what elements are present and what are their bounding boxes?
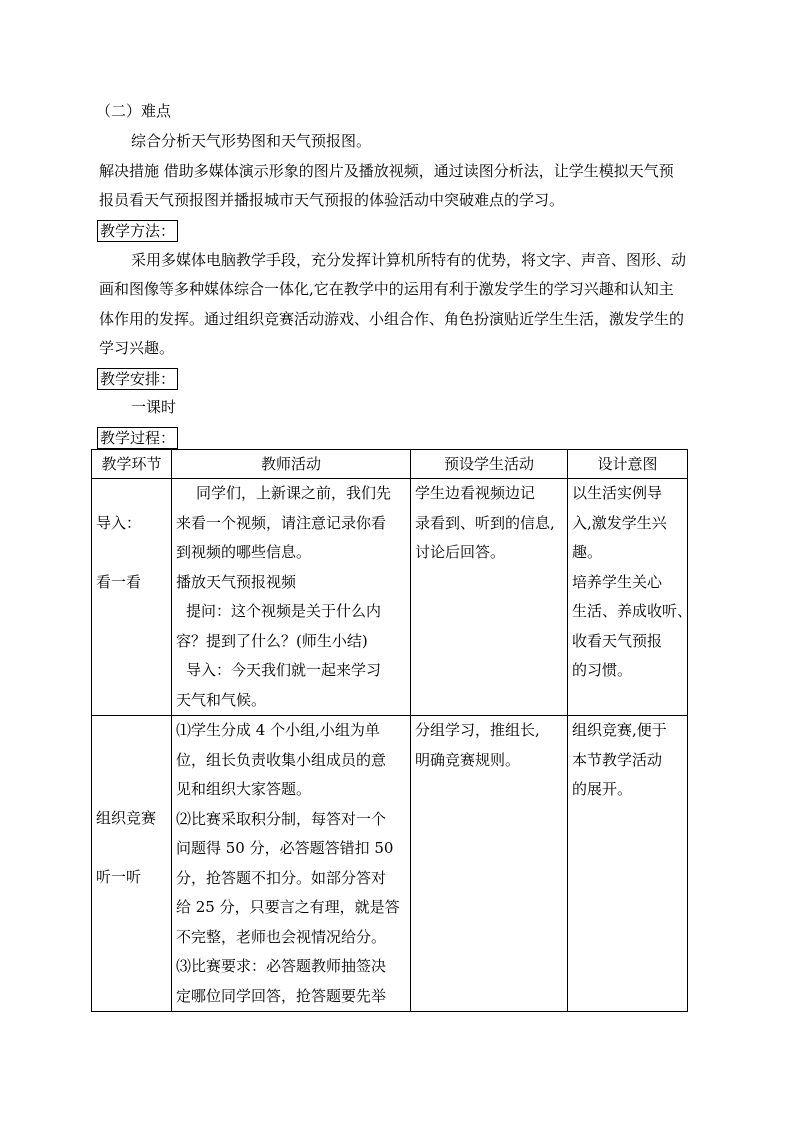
process-label: 教学过程：: [97, 427, 178, 449]
methods-line-2: 画和图像等多种媒体综合一体化,它在教学中的运用有利于激发学生的学习兴趣和认知主: [99, 280, 674, 298]
stage-label: 组织竞赛: [96, 809, 157, 827]
methods-line-4: 学习兴趣。: [99, 339, 175, 357]
measure-line-2: 报员看天气预报图并播报城市天气预报的体验活动中突破难点的学习。: [99, 191, 565, 209]
measure-line-1: 解决措施 借助多媒体演示形象的图片及播放视频，通过读图分析法，让学生模拟天气预: [99, 162, 674, 180]
header-teacher: 教师活动: [172, 450, 411, 479]
difficulty-heading: （二）难点: [96, 102, 172, 120]
teacher-cell: 同学们，上新课之前，我们先 来看一个视频，请注意记录你看 到视频的哪些信息。 播放天气预报视频 提问：这个视频是关于什么内 容？提到了什么？(师生小结) 导入：今天我们就一起来学习 天气和气候。: [172, 479, 411, 716]
intent-cell: 组织竞赛,便于 本节教学活动 的展开。: [568, 716, 688, 1012]
header-intent: 设计意图: [568, 450, 688, 479]
student-cell: 分组学习，推组长, 明确竞赛规则。: [411, 716, 568, 1012]
stage-cell: [92, 716, 172, 1012]
teacher-cell: ⑴学生分成 4 个小组,小组为单 位，组长负责收集小组成员的意 见和组织大家答题。 ⑵比赛采取积分制，每答对一个 问题得 50 分，必答题答错扣 50 分，抢答题不扣分。如部分答对 给 25 分，只要言之有理，就是答 不完整，老师也会视情况给分。 ⑶比赛要求：必答题教师抽签决 定哪位同学回答，抢答题要先举: [172, 716, 411, 1012]
stage-cell: [92, 479, 172, 716]
stage-label: 听一听: [96, 868, 142, 886]
stage-label: 看一看: [96, 573, 142, 591]
difficulty-text: 综合分析天气形势图和天气预报图。: [131, 132, 372, 150]
table-header-row: [92, 450, 688, 479]
arrangement-label: 教学安排：: [97, 368, 178, 390]
intent-cell: 以生活实例导 入,激发学生兴 趣。 培养学生关心 生活、养成收听、 收看天气预报 的习惯。: [568, 479, 688, 716]
methods-line-3: 体作用的发挥。通过组织竞赛活动游戏、小组合作、角色扮演贴近学生生活，激发学生的: [99, 310, 685, 328]
methods-line-1: 采用多媒体电脑教学手段，充分发挥计算机所特有的优势，将文字、声音、图形、动: [131, 251, 687, 269]
header-student: 预设学生活动: [411, 450, 568, 479]
stage-label: 导入：: [96, 514, 142, 532]
header-stage: 教学环节: [92, 450, 172, 479]
student-cell: 学生边看视频边记 录看到、听到的信息, 讨论后回答。: [411, 479, 568, 716]
teaching-process-table: [91, 449, 693, 1012]
arrangement-value: 一课时: [131, 398, 177, 416]
table-row: [92, 716, 688, 1012]
table-row: [92, 479, 688, 716]
methods-label: 教学方法：: [97, 220, 178, 242]
